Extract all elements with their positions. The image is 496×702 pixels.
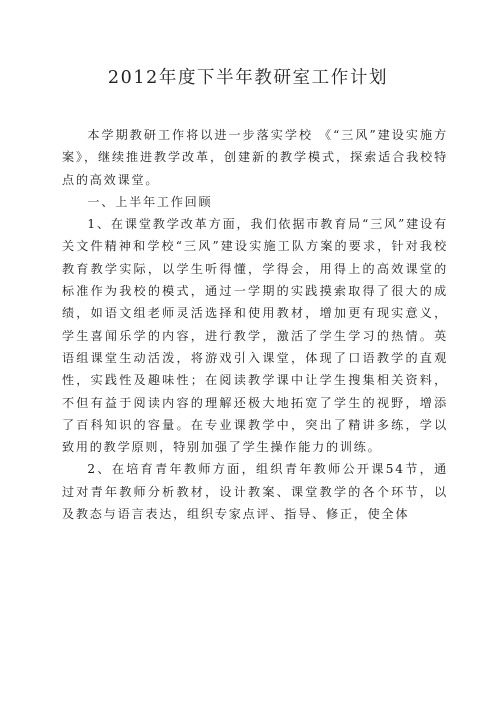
body-paragraph: 1、在课堂教学改革方面，我们依据市教育局“三风”建设有关文件精神和学校“三风”建设实施工队方案的要求，针对我校教育教学实际，以学生听得懂，学得会，用得上的高效课堂的标准作为我校的模式，通过一学期的实践摸索取得了很大的成绩，如语文组老师灵活选择和使用教材，增加更有现实意义，学生喜闻乐学的内容，进行教学，激活了学生学习的热情。英语组课堂生动活泼，将游戏引入课堂，体现了口语教学的直观性，实践性及趣味性；在阅读教学课中让学生搜集相关资料，不但有益于阅读内容的理解还极大地拓宽了学生的视野，增添了百科知识的容量。在专业课教学中，突出了精讲多练，学以致用的教学原则，特别加强了学生操作能力的训练。 xyxy=(62,217,448,455)
document-title: 2012年度下半年教研室工作计划 xyxy=(107,68,389,88)
document-body xyxy=(62,124,448,525)
intro-paragraph: 本学期教研工作将以进一步落实学校 《“三风”建设实施方案》，继续推进教学改革，创建新的教学模式，探索适合我校特点的高效课堂。 xyxy=(62,128,448,187)
body-paragraph: 2、在培育青年教师方面，组织青年教师公开课54节，通过对青年教师分析教材，设计教案、课堂教学的各个环节，以及教态与语言表达，组织专家点评、指导、修正，使全体 xyxy=(62,462,448,522)
section-heading: 一、上半年工作回顾 xyxy=(87,194,213,209)
